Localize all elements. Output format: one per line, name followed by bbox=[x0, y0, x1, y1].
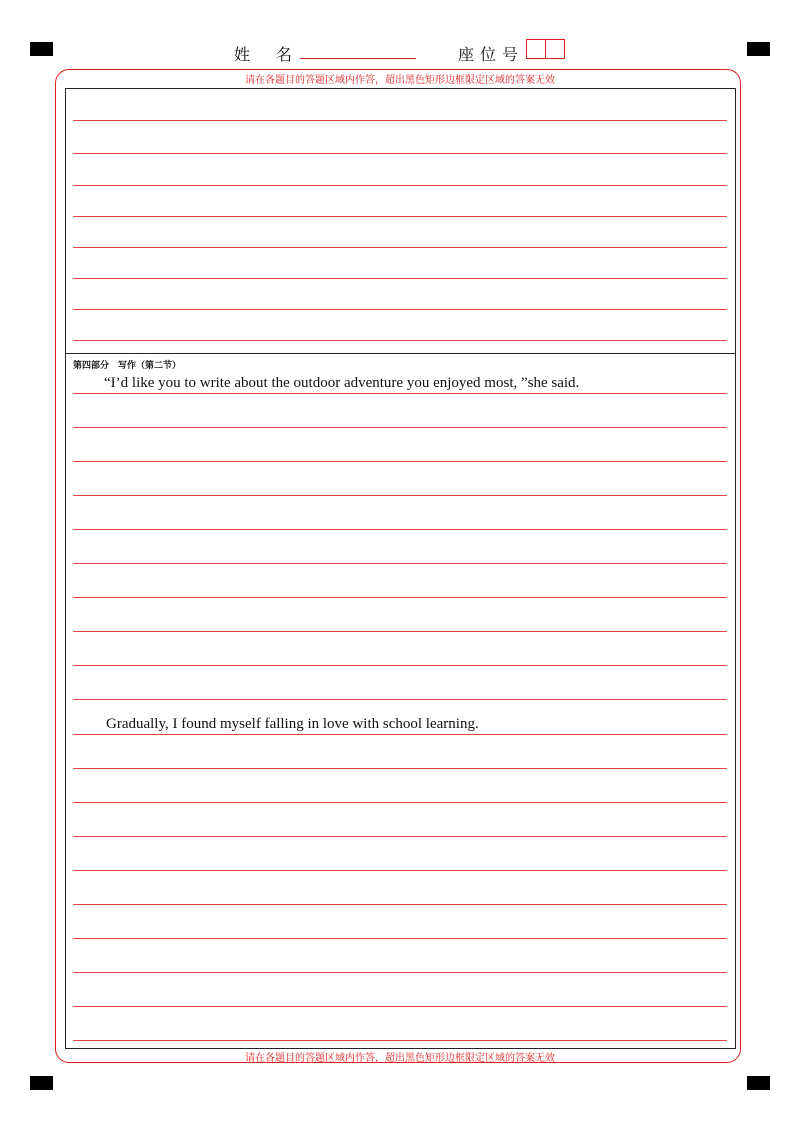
alignment-mark-bottom-right bbox=[747, 1076, 770, 1090]
writing-line[interactable] bbox=[73, 495, 727, 496]
writing-line[interactable] bbox=[73, 597, 727, 598]
writing-line[interactable] bbox=[73, 216, 727, 217]
writing-line[interactable] bbox=[73, 1040, 727, 1041]
writing-line[interactable] bbox=[73, 309, 727, 310]
alignment-mark-top-left bbox=[30, 42, 53, 56]
writing-line[interactable] bbox=[73, 938, 727, 939]
name-label: 姓名 bbox=[234, 45, 319, 64]
seat-number-box-2[interactable] bbox=[545, 39, 565, 59]
writing-line[interactable] bbox=[73, 904, 727, 905]
writing-line[interactable] bbox=[73, 734, 727, 735]
writing-line[interactable] bbox=[73, 1006, 727, 1007]
writing-line[interactable] bbox=[73, 529, 727, 530]
alignment-mark-top-right bbox=[747, 42, 770, 56]
alignment-mark-bottom-left bbox=[30, 1076, 53, 1090]
writing-line[interactable] bbox=[73, 631, 727, 632]
paragraph1-prompt: “I’d like you to write about the outdoor adventure you enjoyed most, ”she said. bbox=[104, 375, 580, 391]
section-divider bbox=[65, 353, 736, 354]
writing-line[interactable] bbox=[73, 768, 727, 769]
name-field[interactable] bbox=[300, 58, 416, 59]
writing-line[interactable] bbox=[73, 120, 727, 121]
writing-line[interactable] bbox=[73, 393, 727, 394]
section-title: 第四部分 写作（第二节） bbox=[73, 361, 182, 371]
writing-line[interactable] bbox=[73, 247, 727, 248]
writing-line[interactable] bbox=[73, 278, 727, 279]
seat-number-box-1[interactable] bbox=[526, 39, 546, 59]
seat-number-label: 座位号 bbox=[458, 45, 525, 64]
writing-line[interactable] bbox=[73, 870, 727, 871]
writing-line[interactable] bbox=[73, 153, 727, 154]
writing-line[interactable] bbox=[73, 427, 727, 428]
writing-line[interactable] bbox=[73, 802, 727, 803]
writing-line[interactable] bbox=[73, 563, 727, 564]
writing-line[interactable] bbox=[73, 699, 727, 700]
paragraph2-prompt: Gradually, I found myself falling in love with school learning. bbox=[106, 716, 479, 732]
writing-line[interactable] bbox=[73, 836, 727, 837]
writing-line[interactable] bbox=[73, 185, 727, 186]
writing-line[interactable] bbox=[73, 461, 727, 462]
notice-bottom: 请在各题目的答题区域内作答，超出黑色矩形边框限定区域的答案无效 bbox=[245, 1053, 555, 1064]
notice-top: 请在各题目的答题区域内作答，超出黑色矩形边框限定区域的答案无效 bbox=[245, 75, 555, 86]
writing-line[interactable] bbox=[73, 340, 727, 341]
writing-line[interactable] bbox=[73, 665, 727, 666]
writing-line[interactable] bbox=[73, 972, 727, 973]
